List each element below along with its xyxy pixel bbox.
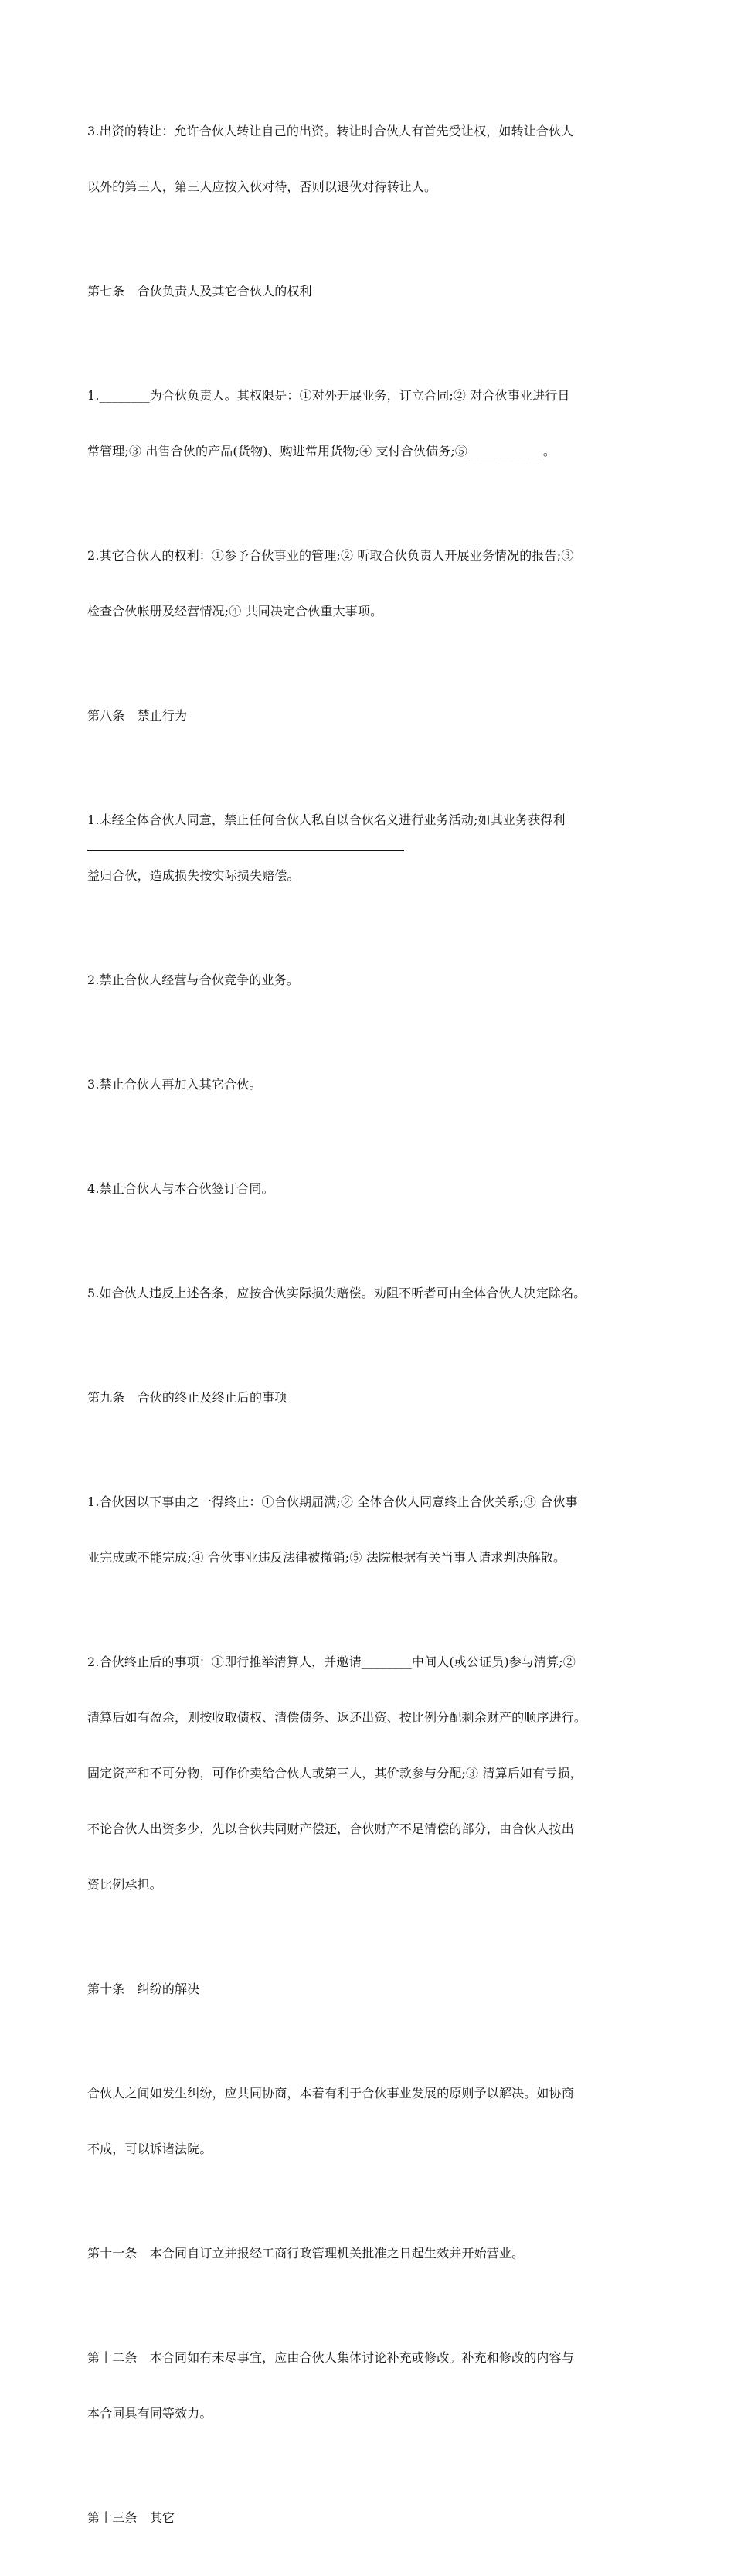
text-line: 5.如合伙人违反上述各条，应按合伙实际损失赔偿。劝阻不听者可由全体合伙人决定除名。 xyxy=(87,1286,586,1300)
document-body xyxy=(87,85,655,2576)
paragraph-prohibition-3 xyxy=(87,1038,655,1131)
article-11-paragraph xyxy=(87,2207,655,2300)
text-line: 业完成或不能完成;④ 合伙事业违反法律被撤销;⑤ 法院根据有关当事人请求判决解散。 xyxy=(87,1550,566,1565)
paragraph-prohibition-2 xyxy=(87,934,655,1027)
heading-text: 第九条 合伙的终止及终止后的事项 xyxy=(87,1390,287,1405)
text-line: 合伙人之间如发生纠纷，应共同协商，本着有利于合伙事业发展的原则予以解决。如协商 xyxy=(87,2086,574,2101)
paragraph-termination-causes xyxy=(87,1456,655,1604)
paragraph-prohibition-5 xyxy=(87,1247,655,1340)
text-line: 检查合伙帐册及经营情况;④ 共同决定合伙重大事项。 xyxy=(87,604,383,618)
text-line: 不成，可以诉诸法院。 xyxy=(87,2142,212,2156)
paragraph-dispute-resolution xyxy=(87,2047,655,2196)
text-line: 2.其它合伙人的权利：①参予合伙事业的管理;② 听取合伙负责人开展业务情况的报告;③ xyxy=(87,548,574,563)
text-line: 第十二条 本合同如有未尽事宜，应由合伙人集体讨论补充或修改。补充和修改的内容与 xyxy=(87,2350,574,2365)
paragraph-other-partner-rights xyxy=(87,509,655,658)
text-line: 1.________为合伙负责人。其权限是：①对外开展业务，订立合同;② 对合伙事业进行日 xyxy=(87,388,570,403)
paragraph-post-termination xyxy=(87,1616,655,1931)
article-13-heading xyxy=(87,2472,655,2564)
text-line: 清算后如有盈余，则按收取债权、清偿债务、返还出资、按比例分配剩余财产的顺序进行。 xyxy=(87,1710,587,1725)
paragraph-prohibition-4 xyxy=(87,1143,655,1235)
paragraph-prohibition-1 xyxy=(87,774,655,922)
heading-text: 第十三条 其它 xyxy=(87,2510,175,2525)
text-line: 1.合伙因以下事由之一得终止：①合伙期届满;② 全体合伙人同意终止合伙关系;③ 合伙事 xyxy=(87,1494,578,1509)
article-10-heading xyxy=(87,1943,655,2036)
text-line: 益归合伙，造成损失按实际损失赔偿。 xyxy=(87,868,300,883)
text-line: 1.未经全体合伙人同意，禁止任何合伙人私自以合伙名义进行业务活动;如其业务获得利 xyxy=(87,813,566,827)
text-line: 固定资产和不可分物，可作价卖给合伙人或第三人，其价款参与分配;③ 清算后如有亏损， xyxy=(87,1766,583,1780)
text-line: 以外的第三人，第三人应按入伙对待，否则以退伙对待转让人。 xyxy=(87,179,437,194)
article-9-heading xyxy=(87,1351,655,1444)
article-7-heading xyxy=(87,245,655,338)
text-line: 常管理;③ 出售合伙的产品(货物)、购进常用货物;④ 支付合伙债务;⑤____________。 xyxy=(87,444,556,458)
text-line: 资比例承担。 xyxy=(87,1877,162,1892)
text-line: 不论合伙人出资多少，先以合伙共同财产偿还，合伙财产不足清偿的部分，由合伙人按出 xyxy=(87,1821,574,1836)
text-line: 第十一条 本合同自订立并报经工商行政管理机关批准之日起生效并开始营业。 xyxy=(87,2246,525,2261)
article-12-paragraph xyxy=(87,2312,655,2460)
text-line: 3.出资的转让：允许合伙人转让自己的出资。转让时合伙人有首先受让权，如转让合伙人 xyxy=(87,124,574,138)
heading-text: 第十条 纠纷的解决 xyxy=(87,1981,200,1996)
text-line: 本合同具有同等效力。 xyxy=(87,2406,212,2421)
heading-text: 第八条 禁止行为 xyxy=(87,708,188,723)
heading-text: 第七条 合伙负责人及其它合伙人的权利 xyxy=(87,284,312,298)
article-8-heading xyxy=(87,670,655,762)
text-line: 4.禁止合伙人与本合伙签订合同。 xyxy=(87,1181,274,1196)
paragraph-transfer-of-capital xyxy=(87,85,655,233)
paragraph-partner-in-charge xyxy=(87,349,655,498)
text-line: 3.禁止合伙人再加入其它合伙。 xyxy=(87,1077,262,1092)
text-line: 2.合伙终止后的事项：①即行推举清算人，并邀请________中间人(或公证员)参与清算;② xyxy=(87,1654,576,1669)
text-line: 2.禁止合伙人经营与合伙竞争的业务。 xyxy=(87,973,299,987)
blank-fill-line xyxy=(87,850,404,851)
